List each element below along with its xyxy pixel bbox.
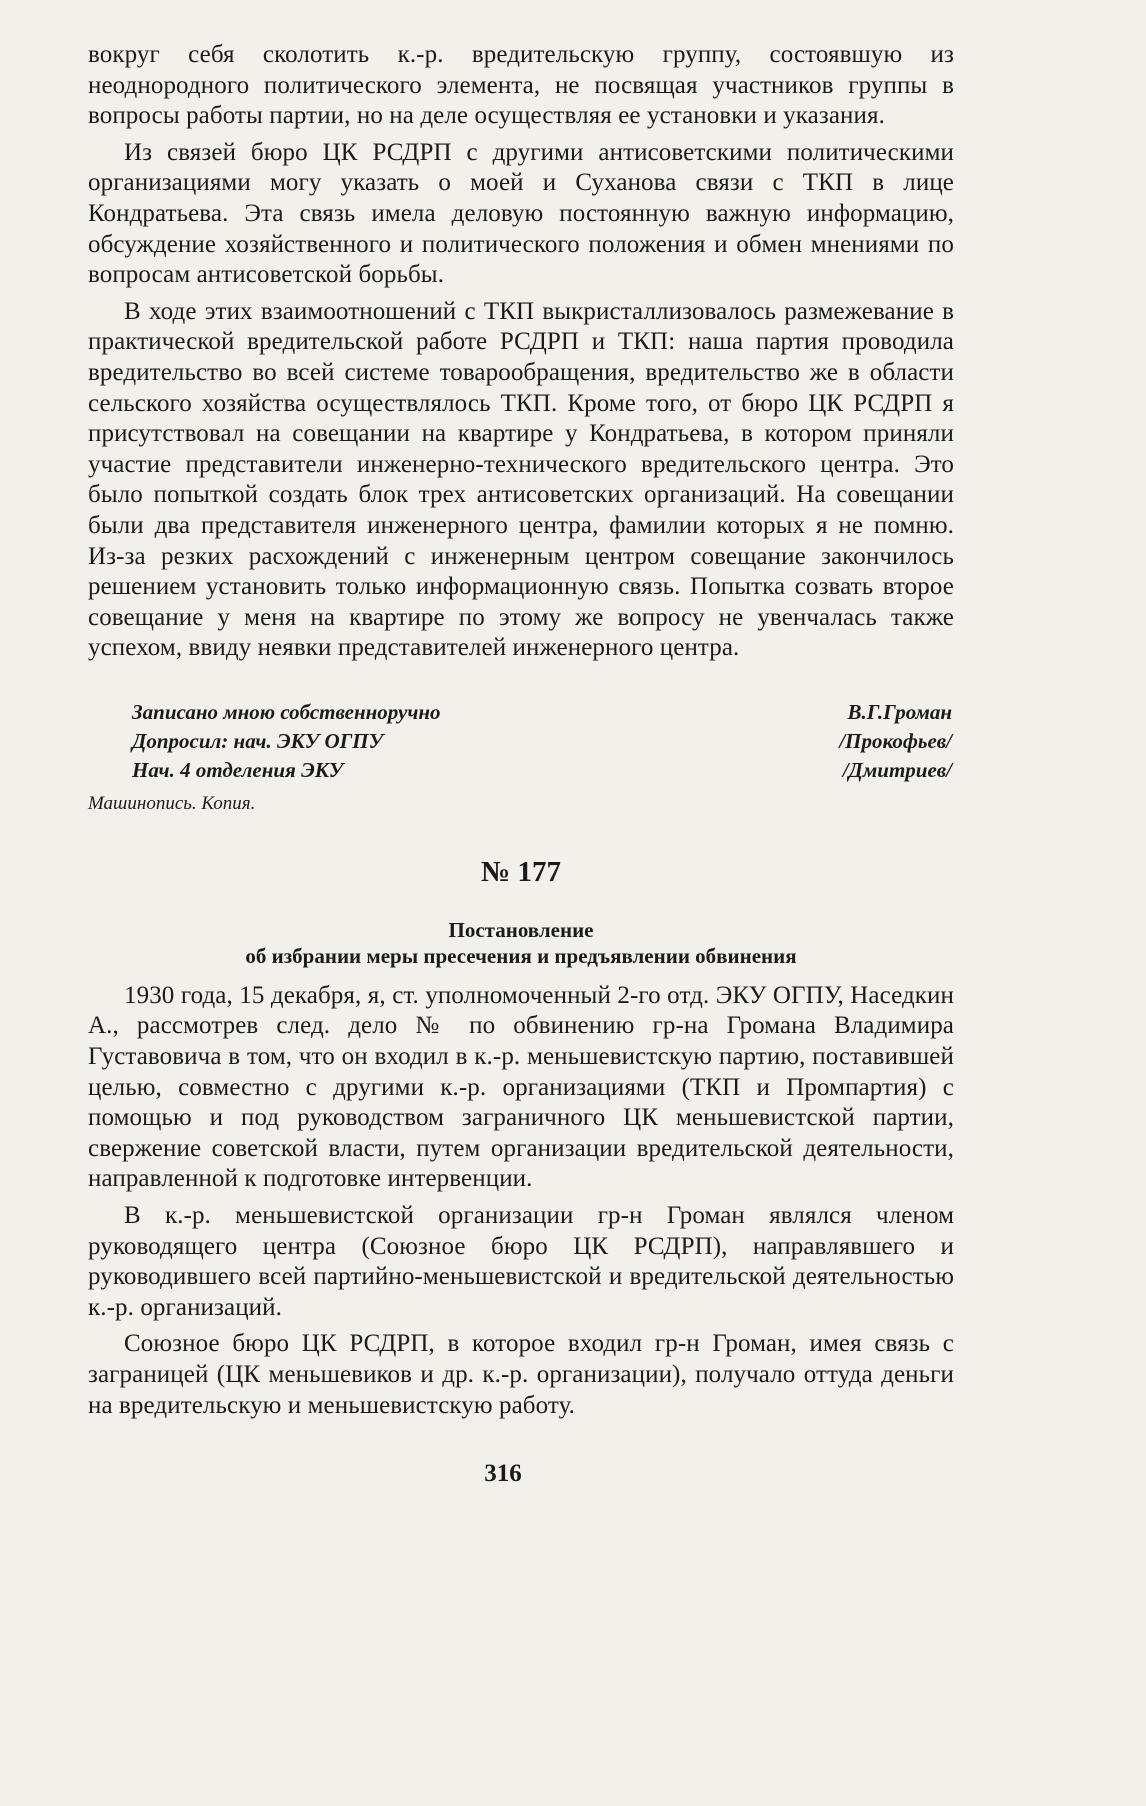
body-paragraph: В ходе этих взаимоотношений с ТКП выкристаллизовалось размежевание в практической вредительской работе РСДРП и ТКП: наша партия проводила вредительство во всей системе товарообращения, вредительство же в области сельского хозяйства осуществлялось ТКП. Кроме того, от бюро ЦК РСДРП я присутствовал на совещании на квартире у Кондратьева, в котором приняли участие представители инженерно-технического вредительского центра. Это было попыткой создать блок трех антисоветских организаций. На совещании были два представителя инженерного центра, фамилии которых я не помню. Из-за резких расхождений с инженерным центром совещание закончилось решением установить только информационную связь. Попытка созвать второе совещание у меня на квартире по этому же вопросу не увенчалась также успехом, ввиду неявки представителей инженерного центра. — [88, 297, 954, 662]
body-paragraph: Союзное бюро ЦК РСДРП, в которое входил гр-н Громан, имея связь с заграницей (ЦК меньшевиков и др. к.-р. организации), получало оттуда деньги на вредительскую и меньшевистскую работу. — [88, 1330, 954, 1419]
signature-name: /Дмитриев/ — [842, 757, 952, 782]
body-paragraph: 1930 года, 15 декабря, я, ст. уполномоченный 2-го отд. ЭКУ ОГПУ, Наседкин А., рассмотрев след. дело № по обвинению гр-на Громана Владимира Густавовича в том, что он входил в к.-р. меньшевистскую партию, поставившей целью, совместно с другими к.-р. организациями (ТКП и Промпартия) с помощью и под руководством заграничного ЦК меньшевистской партии, свержение советской власти, путем организации вредительской деятельности, направленной к подготовке интервенции. — [88, 981, 954, 1193]
body-paragraph: Из связей бюро ЦК РСДРП с другими антисоветскими политическими организациями могу указать о моей и Суханова связи с ТКП в лице Кондратьева. Эта связь имела деловую постоянную важную информацию, обсуждение хозяйственного и политического положения и обмен мнениями по вопросам антисоветской борьбы. — [88, 138, 954, 289]
document-subtitle: об избрании меры пресечения и предъявлении обвинения — [245, 943, 797, 968]
document-page — [88, 40, 954, 1421]
signature-row — [88, 698, 954, 727]
signature-caption: Записано мною собственноручно — [132, 699, 441, 724]
document-number: № 177 — [481, 855, 561, 888]
source-note: Машинопись. Копия. — [88, 792, 256, 814]
signature-name: /Прокофьев/ — [839, 728, 952, 753]
signature-block — [88, 698, 954, 785]
signature-row — [88, 727, 954, 756]
signature-name: В.Г.Громан — [847, 699, 952, 724]
body-paragraph: вокруг себя сколотить к.-р. вредительскую группу, состоявшую из неоднородного политического элемента, не посвящая участников группы в вопросы работы партии, но на деле осуществляя ее установки и указания. — [88, 41, 954, 130]
body-paragraph: В к.-р. меньшевистской организации гр-н Громан являлся членом руководящего центра (Союзное бюро ЦК РСДРП), направлявшего и руководившего всей партийно-меньшевистской и вредительской деятельностью к.-р. организаций. — [88, 1202, 954, 1321]
signature-row — [88, 756, 954, 785]
signature-caption: Нач. 4 отделения ЭКУ — [132, 757, 344, 782]
signature-caption: Допросил: нач. ЭКУ ОГПУ — [132, 728, 384, 753]
document-title: Постановление — [448, 917, 594, 942]
page-number: 316 — [484, 1460, 522, 1487]
